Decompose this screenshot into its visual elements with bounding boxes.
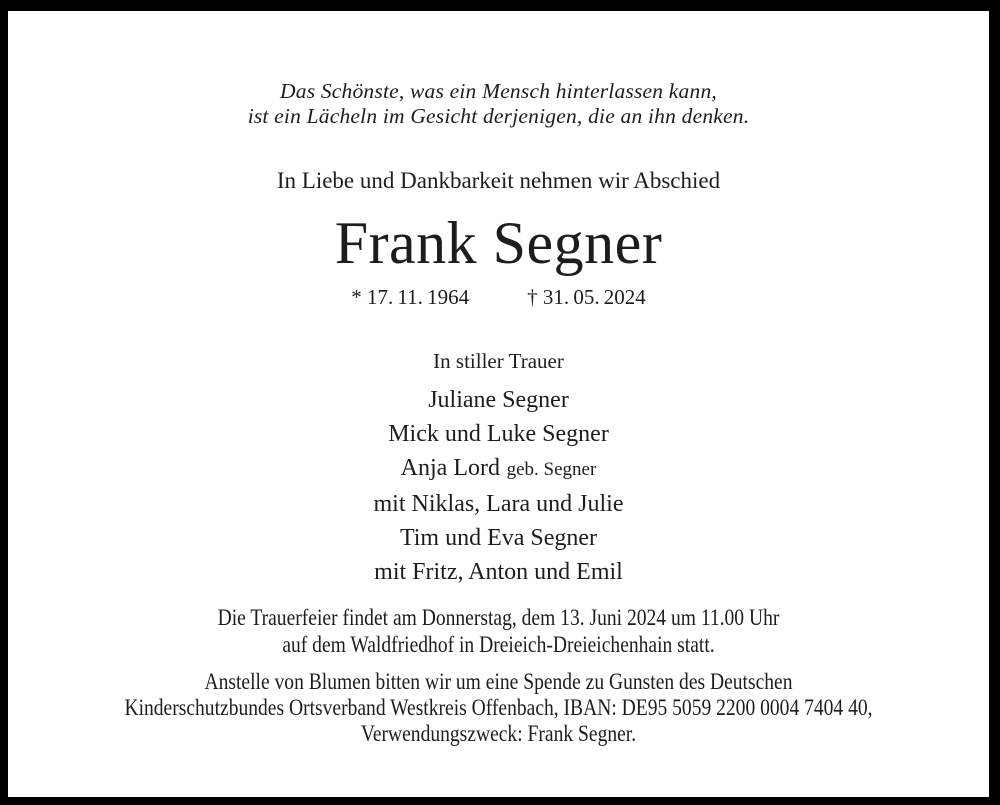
mourner-row	[8, 451, 989, 487]
mourner-suffix: geb. Segner	[506, 459, 597, 480]
epigraph-line-2: ist ein Lächeln im Gesicht derjenigen, die an ihn denken.	[247, 104, 750, 128]
death-date: † 31. 05. 2024	[527, 285, 646, 309]
donation-line-3: Verwendungszweck: Frank Segner.	[360, 721, 637, 746]
service-line-2: auf dem Waldfriedhof in Dreieich-Dreieichenhain statt.	[282, 632, 715, 657]
mourner-row	[8, 417, 989, 451]
mourner-row	[8, 555, 989, 589]
epigraph	[8, 79, 989, 129]
mourner-name: Tim und Eva Segner	[399, 525, 598, 551]
mourner-row	[8, 383, 989, 417]
mourner-name: Mick und Luke Segner	[388, 421, 609, 447]
intro-line: In Liebe und Dankbarkeit nehmen wir Abschied	[276, 168, 721, 193]
mourner-name: Juliane Segner	[428, 387, 569, 413]
mourner-name: Anja Lord	[400, 455, 500, 481]
mourner-list	[8, 383, 989, 589]
mourning-heading: In stiller Trauer	[433, 349, 564, 373]
mourner-name: mit Fritz, Anton und Emil	[374, 559, 623, 585]
obituary-card	[8, 11, 989, 797]
mourner-row	[8, 487, 989, 521]
epigraph-line-1: Das Schönste, was ein Mensch hinterlassen kann,	[280, 79, 717, 103]
service-info	[82, 604, 916, 658]
deceased-name: Frank Segner	[334, 210, 663, 276]
birth-date: * 17. 11. 1964	[351, 285, 470, 309]
donation-line-1: Anstelle von Blumen bitten wir um eine Spende zu Gunsten des Deutschen	[204, 669, 793, 694]
mourner-row	[8, 521, 989, 555]
donation-info	[82, 669, 916, 747]
donation-line-2: Kinderschutzbundes Ortsverband Westkreis Offenbach, IBAN: DE95 5059 2200 0004 7404 40,	[124, 695, 873, 720]
service-line-1: Die Trauerfeier findet am Donnerstag, dem 13. Juni 2024 um 11.00 Uhr	[217, 605, 780, 630]
life-dates	[8, 284, 989, 310]
mourner-name: mit Niklas, Lara und Julie	[373, 491, 624, 517]
